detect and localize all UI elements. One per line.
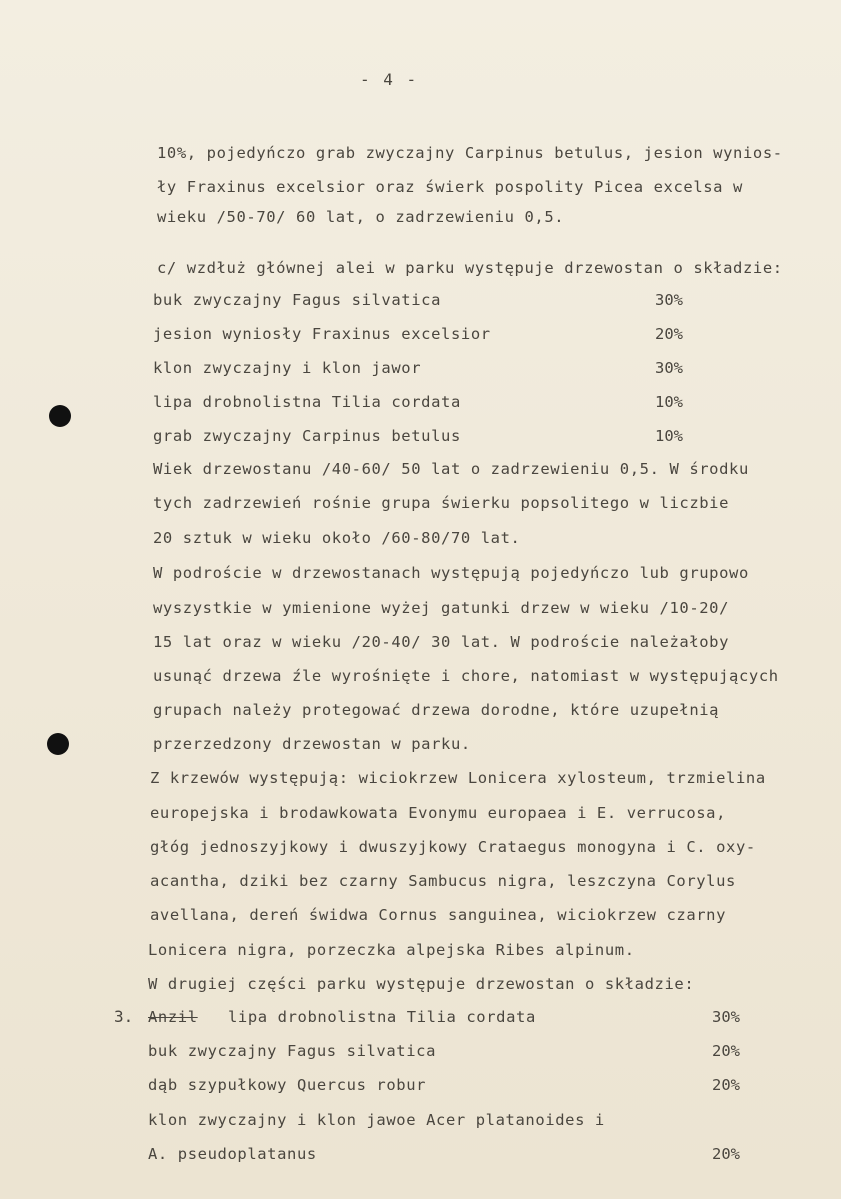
species-share: 20% — [655, 325, 683, 343]
species-name: klon zwyczajny i klon jawor — [153, 359, 422, 377]
species-name: buk zwyczajny Fagus silvatica — [148, 1042, 437, 1060]
text-line: W drugiej części parku występuje drzewostan o składzie: — [148, 975, 695, 993]
text-line: wieku /50-70/ 60 lat, o zadrzewieniu 0,5. — [157, 208, 565, 226]
section-number: 3. — [114, 1007, 134, 1026]
text-line: 15 lat oraz w wieku /20-40/ 30 lat. W podroście należałoby — [153, 633, 730, 651]
species-share: 30% — [712, 1008, 740, 1026]
species-name: jesion wyniosły Fraxinus excelsior — [153, 325, 491, 343]
text-line: usunąć drzewa źle wyrośnięte i chore, natomiast w występujących — [153, 667, 779, 685]
species-name: lipa drobnolistna Tilia cordata — [153, 393, 461, 411]
text-line: europejska i brodawkowata Evonymu europaea i E. verrucosa, — [150, 804, 727, 822]
text-line: W podroście w drzewostanach występują pojedyńczo lub grupowo — [153, 564, 749, 582]
species-name: grab zwyczajny Carpinus betulus — [153, 427, 461, 445]
species-share: 20% — [712, 1076, 740, 1094]
text-line: wyszystkie w ymienione wyżej gatunki drzew w wieku /10-20/ — [153, 599, 730, 617]
species-share: 30% — [655, 291, 683, 309]
text-line: avellana, dereń świdwa Cornus sanguinea, wiciokrzew czarny — [150, 906, 727, 924]
species-name: buk zwyczajny Fagus silvatica — [153, 291, 442, 309]
species-share: 10% — [655, 393, 683, 411]
text-line: Wiek drzewostanu /40-60/ 50 lat o zadrzewieniu 0,5. W środku — [153, 460, 749, 478]
text-line: 10%, pojedyńczo grab zwyczajny Carpinus betulus, jesion wynios- — [157, 144, 783, 162]
species-share: 20% — [712, 1042, 740, 1060]
species-name: dąb szypułkowy Quercus robur — [148, 1076, 427, 1094]
text-line: Z krzewów występują: wiciokrzew Lonicera xylosteum, trzmielina — [150, 769, 766, 787]
text-line: Lonicera nigra, porzeczka alpejska Ribes alpinum. — [148, 941, 635, 959]
struck-word: Anzil — [148, 1008, 198, 1026]
species-name: lipa drobnolistna Tilia cordata — [228, 1008, 536, 1026]
text-line: 20 sztuk w wieku około /60-80/70 lat. — [153, 529, 521, 547]
text-line: grupach należy protegować drzewa dorodne, które uzupełnią — [153, 701, 720, 719]
text-line: ły Fraxinus excelsior oraz świerk pospolity Picea excelsa w — [157, 178, 743, 196]
punch-hole-top — [49, 405, 71, 427]
species-share: 20% — [712, 1145, 740, 1163]
species-share: 10% — [655, 427, 683, 445]
species-name: klon zwyczajny i klon jawoe Acer platanoides i — [148, 1111, 605, 1129]
text-line: acantha, dziki bez czarny Sambucus nigra, leszczyna Corylus — [150, 872, 736, 890]
species-share: 30% — [655, 359, 683, 377]
species-name: A. pseudoplatanus — [148, 1145, 317, 1163]
text-line: przerzedzony drzewostan w parku. — [153, 735, 471, 753]
punch-hole-bottom — [47, 733, 69, 755]
text-line: głóg jednoszyjkowy i dwuszyjkowy Crataegus monogyna i C. oxy- — [150, 838, 756, 856]
text-line: c/ wzdłuż głównej alei w parku występuje drzewostan o składzie: — [157, 259, 783, 277]
page-number: - 4 - — [360, 70, 419, 89]
text-line: tych zadrzewień rośnie grupa świerku popsolitego w liczbie — [153, 494, 730, 512]
